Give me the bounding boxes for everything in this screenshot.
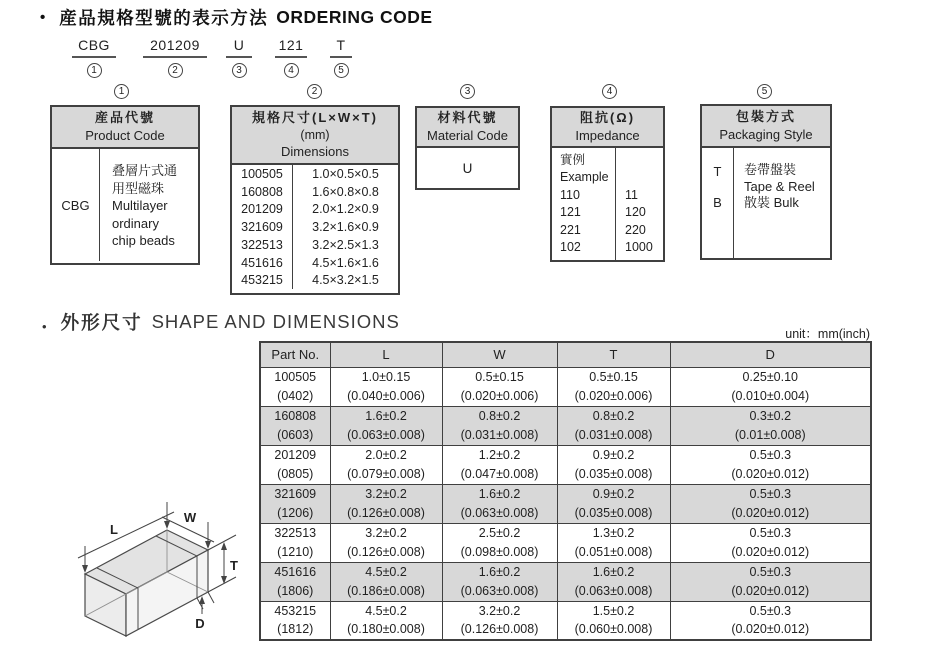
code-segment-material bbox=[226, 37, 252, 78]
cell-line: 453215 bbox=[274, 603, 317, 618]
cell-line: (0.020±0.012) bbox=[731, 544, 810, 559]
l-cell bbox=[330, 484, 442, 523]
cell-line: (0.031±0.008) bbox=[574, 427, 653, 442]
size-value: 4.5×1.6×1.6 bbox=[312, 255, 379, 270]
l-cell bbox=[330, 445, 442, 484]
dimension-codes-box bbox=[230, 105, 400, 295]
size-code: 453215 bbox=[241, 273, 283, 288]
example-label-zh: 實例 bbox=[560, 153, 586, 167]
circled-number: 5 bbox=[757, 84, 772, 99]
box-title-zh: 材料代號 bbox=[437, 110, 498, 125]
material-code-value: U bbox=[462, 160, 473, 176]
table-row bbox=[260, 367, 871, 406]
product-code-value: CBG bbox=[52, 149, 100, 261]
cell-line: (1812) bbox=[277, 622, 314, 637]
t-cell bbox=[557, 367, 670, 406]
cell-line: (0.020±0.012) bbox=[731, 466, 810, 481]
cell-line: 3.2±0.2 bbox=[365, 487, 407, 501]
size-value: 1.0×0.5×0.5 bbox=[312, 167, 379, 181]
cell-line: 0.5±0.3 bbox=[749, 487, 792, 501]
col-header-l: L bbox=[330, 342, 442, 367]
box-title-zh: 規格尺寸(L×W×T) bbox=[252, 110, 378, 125]
impedance-code: 121 bbox=[560, 205, 581, 220]
cell-line: (0.126±0.008) bbox=[347, 505, 425, 520]
code-segment-packaging bbox=[330, 37, 352, 78]
chip-bead-diagram bbox=[50, 482, 255, 660]
cell-line: (0.01±0.008) bbox=[734, 427, 806, 442]
cell-line: 0.5±0.15 bbox=[475, 370, 524, 384]
ordering-code-section-title bbox=[40, 5, 433, 30]
cell-line: 0.5±0.3 bbox=[749, 565, 792, 579]
cell-line: (0.020±0.012) bbox=[731, 505, 810, 520]
cell-line: 201209 bbox=[274, 448, 317, 462]
d-cell bbox=[670, 406, 871, 445]
cell-line: 0.8±0.2 bbox=[478, 409, 521, 423]
box-title-zh: 産品代號 bbox=[94, 110, 155, 125]
part-no-cell bbox=[260, 367, 330, 406]
desc-line: chip beads bbox=[112, 233, 175, 248]
label-D: D bbox=[195, 616, 205, 631]
cell-line: 322513 bbox=[274, 526, 317, 540]
code-segment-size bbox=[143, 37, 207, 78]
impedance-code-column bbox=[552, 148, 616, 260]
size-value-column bbox=[293, 165, 398, 289]
cell-line: 0.5±0.3 bbox=[749, 526, 792, 540]
circled-number: 5 bbox=[334, 63, 349, 78]
code-segment-impedance bbox=[275, 37, 307, 78]
desc-line: Multilayer bbox=[112, 198, 168, 213]
example-label-en: Example bbox=[560, 170, 609, 185]
l-cell bbox=[330, 601, 442, 640]
cell-line: (0.180±0.008) bbox=[347, 622, 425, 637]
w-cell bbox=[442, 484, 557, 523]
t-cell bbox=[557, 601, 670, 640]
cell-line: (0.020±0.006) bbox=[574, 388, 653, 403]
label-L: L bbox=[110, 522, 118, 537]
box-header bbox=[232, 107, 398, 165]
impedance-value: 11 bbox=[625, 188, 638, 202]
d-cell bbox=[670, 523, 871, 562]
cell-line: (0.063±0.008) bbox=[460, 505, 539, 520]
w-cell bbox=[442, 367, 557, 406]
t-cell bbox=[557, 406, 670, 445]
table-row bbox=[260, 445, 871, 484]
box-title-zh: 包裝方式 bbox=[735, 109, 796, 124]
cell-line: 2.5±0.2 bbox=[478, 526, 521, 540]
cell-line: 321609 bbox=[274, 487, 317, 501]
material-code-box bbox=[415, 106, 520, 190]
section-title-en: SHAPE AND DIMENSIONS bbox=[151, 311, 400, 332]
cell-line: (0.060±0.008) bbox=[574, 622, 653, 637]
packaging-style-box bbox=[700, 104, 832, 260]
cell-line: 1.6±0.2 bbox=[365, 409, 407, 423]
arrowhead bbox=[82, 565, 88, 573]
box-title-en: Impedance bbox=[575, 128, 640, 143]
cell-line: (0.040±0.006) bbox=[347, 388, 425, 403]
cell-line: 0.5±0.3 bbox=[749, 448, 792, 462]
cell-line: (0.020±0.012) bbox=[731, 583, 810, 598]
cell-line: (0603) bbox=[277, 427, 314, 442]
dimensions-table bbox=[259, 341, 872, 641]
label-W: W bbox=[183, 510, 197, 525]
section-title-zh: 産品規格型號的表示方法 bbox=[59, 8, 269, 28]
cell-line: (0.020±0.006) bbox=[460, 388, 539, 403]
col-header-d: D bbox=[670, 342, 871, 367]
t-cell bbox=[557, 562, 670, 601]
arrowhead bbox=[221, 542, 227, 550]
part-no-cell bbox=[260, 523, 330, 562]
impedance-value: 220 bbox=[625, 222, 646, 237]
unit-label: unit：mm(inch) bbox=[785, 327, 870, 341]
packaging-desc-column bbox=[734, 148, 830, 258]
col-header-t: T bbox=[557, 342, 670, 367]
size-value: 3.2×2.5×1.3 bbox=[312, 237, 379, 252]
desc-line: 用型磁珠 bbox=[112, 180, 165, 196]
arrowhead bbox=[199, 596, 205, 604]
cell-line: (0.126±0.008) bbox=[460, 622, 539, 637]
t-cell bbox=[557, 523, 670, 562]
part-no-cell bbox=[260, 601, 330, 640]
w-cell bbox=[442, 562, 557, 601]
circled-number: 2 bbox=[168, 63, 183, 78]
code-text: T bbox=[330, 37, 352, 58]
size-value: 2.0×1.2×0.9 bbox=[312, 202, 379, 217]
cell-line: 0.8±0.2 bbox=[592, 409, 635, 423]
code-segment-product bbox=[72, 37, 116, 78]
cell-line: 3.2±0.2 bbox=[478, 603, 521, 618]
cell-line: (0.031±0.008) bbox=[460, 427, 539, 442]
circled-number: 4 bbox=[284, 63, 299, 78]
cell-line: (0.079±0.008) bbox=[347, 466, 425, 481]
w-cell bbox=[442, 406, 557, 445]
impedance-code: 102 bbox=[560, 240, 581, 255]
cell-line: (0.051±0.008) bbox=[574, 544, 653, 559]
arrowhead bbox=[205, 541, 211, 549]
size-code: 451616 bbox=[241, 255, 283, 270]
cell-line: (0805) bbox=[277, 466, 314, 481]
cell-line: (0.126±0.008) bbox=[347, 544, 425, 559]
d-cell bbox=[670, 601, 871, 640]
cell-line: (0.063±0.008) bbox=[574, 583, 653, 598]
dimensions-table-container bbox=[259, 341, 872, 641]
w-cell bbox=[442, 601, 557, 640]
cell-line: 3.2±0.2 bbox=[365, 526, 407, 540]
code-text: 201209 bbox=[143, 37, 207, 58]
w-cell bbox=[442, 445, 557, 484]
l-cell bbox=[330, 523, 442, 562]
code-text: 121 bbox=[275, 37, 307, 58]
code-text: U bbox=[226, 37, 252, 58]
box-title-mm: (mm) bbox=[300, 128, 330, 142]
packaging-code: T bbox=[713, 164, 722, 179]
cell-line: 4.5±0.2 bbox=[365, 565, 407, 579]
product-code-description bbox=[100, 149, 198, 261]
cell-line: (1806) bbox=[277, 583, 314, 598]
cell-line: 1.0±0.15 bbox=[361, 370, 411, 384]
table-row bbox=[260, 523, 871, 562]
box-title-en: Dimensions bbox=[281, 144, 349, 159]
d-cell bbox=[670, 445, 871, 484]
cell-line: 0.5±0.3 bbox=[749, 603, 792, 618]
section-title-en: ORDERING CODE bbox=[276, 7, 433, 27]
impedance-value-column bbox=[616, 148, 663, 260]
part-no-cell bbox=[260, 445, 330, 484]
size-code: 201209 bbox=[241, 202, 283, 217]
table-row bbox=[260, 562, 871, 601]
cell-line: (0.010±0.004) bbox=[731, 388, 810, 403]
desc-line: ordinary bbox=[112, 215, 159, 231]
desc-line: 散裝 Bulk bbox=[744, 195, 799, 210]
cell-line: (1210) bbox=[277, 544, 314, 559]
cell-line: 1.6±0.2 bbox=[478, 487, 521, 501]
col-header-part: Part No. bbox=[260, 342, 330, 367]
cell-line: (0.047±0.008) bbox=[460, 466, 539, 481]
impedance-value: 120 bbox=[625, 205, 646, 220]
dim-extension-line bbox=[208, 592, 214, 603]
part-no-cell bbox=[260, 406, 330, 445]
circled-number: 1 bbox=[114, 84, 129, 99]
circled-number: 3 bbox=[232, 63, 247, 78]
t-cell bbox=[557, 484, 670, 523]
box-title-en: Product Code bbox=[85, 128, 165, 143]
desc-line: 叠層片式通 bbox=[112, 163, 178, 178]
circled-number: 3 bbox=[460, 84, 475, 99]
l-cell bbox=[330, 562, 442, 601]
cell-line: (0.035±0.008) bbox=[574, 466, 653, 481]
section-title-zh: 外形尺寸 bbox=[60, 312, 143, 333]
impedance-code: 110 bbox=[560, 187, 580, 202]
product-code-box bbox=[50, 105, 200, 265]
box-header bbox=[417, 108, 518, 148]
box-header bbox=[552, 108, 663, 148]
size-value: 1.6×0.8×0.8 bbox=[312, 184, 379, 199]
cell-line: 0.5±0.15 bbox=[589, 370, 638, 384]
part-no-cell bbox=[260, 562, 330, 601]
circled-number: 1 bbox=[87, 63, 102, 78]
label-T: T bbox=[230, 558, 238, 573]
cell-line: 100505 bbox=[274, 370, 317, 384]
cell-line: (0.098±0.008) bbox=[460, 544, 539, 559]
cell-line: 0.9±0.2 bbox=[592, 487, 635, 501]
arrowhead bbox=[164, 521, 170, 529]
size-code: 322513 bbox=[241, 237, 283, 252]
cell-line: (0.063±0.008) bbox=[347, 427, 425, 442]
table-row bbox=[260, 601, 871, 640]
cell-line: (0.063±0.008) bbox=[460, 583, 539, 598]
cell-line: (0.020±0.012) bbox=[731, 622, 810, 637]
size-value: 3.2×1.6×0.9 bbox=[312, 220, 379, 235]
bullet-icon: • bbox=[42, 318, 47, 334]
cell-line: 1.6±0.2 bbox=[592, 565, 635, 579]
impedance-code: 221 bbox=[560, 222, 581, 237]
col-header-w: W bbox=[442, 342, 557, 367]
circled-number: 4 bbox=[602, 84, 617, 99]
desc-line: Tape & Reel bbox=[744, 178, 815, 194]
cell-line: 0.25±0.10 bbox=[742, 370, 799, 384]
box-title-en: Packaging Style bbox=[719, 127, 813, 142]
table-row bbox=[260, 406, 871, 445]
cell-line: 1.6±0.2 bbox=[478, 565, 521, 579]
d-cell bbox=[670, 484, 871, 523]
box-header bbox=[702, 106, 830, 148]
size-code: 321609 bbox=[241, 220, 283, 235]
size-code: 160808 bbox=[241, 184, 283, 199]
desc-line: 卷帶盤裝 bbox=[744, 162, 797, 177]
l-cell bbox=[330, 406, 442, 445]
d-cell bbox=[670, 367, 871, 406]
cell-line: (1206) bbox=[277, 505, 314, 520]
cell-line: 0.9±0.2 bbox=[592, 448, 635, 462]
part-no-cell bbox=[260, 484, 330, 523]
impedance-value: 1000 bbox=[625, 240, 653, 255]
cell-line: 1.2±0.2 bbox=[478, 448, 521, 462]
box-title-en: Material Code bbox=[427, 128, 508, 143]
circled-number: 2 bbox=[307, 84, 322, 99]
cell-line: 2.0±0.2 bbox=[365, 448, 407, 462]
d-cell bbox=[670, 562, 871, 601]
cell-line: 451616 bbox=[274, 565, 317, 579]
impedance-box bbox=[550, 106, 665, 262]
cell-line: (0.035±0.008) bbox=[574, 505, 653, 520]
table-row bbox=[260, 484, 871, 523]
cell-line: 1.3±0.2 bbox=[592, 526, 635, 540]
box-header bbox=[52, 107, 198, 149]
cell-line: (0402) bbox=[277, 388, 314, 403]
size-code-column bbox=[232, 165, 293, 289]
cell-line: 4.5±0.2 bbox=[365, 603, 407, 618]
packaging-code: B bbox=[713, 195, 722, 210]
box-title-zh: 阻抗(Ω) bbox=[579, 110, 636, 125]
size-value: 4.5×3.2×1.5 bbox=[312, 273, 379, 288]
cell-line: 1.5±0.2 bbox=[592, 603, 635, 618]
size-code: 100505 bbox=[241, 167, 283, 181]
table-header-row bbox=[260, 342, 871, 367]
code-text: CBG bbox=[72, 37, 116, 58]
w-cell bbox=[442, 523, 557, 562]
l-cell bbox=[330, 367, 442, 406]
t-cell bbox=[557, 445, 670, 484]
cell-line: (0.186±0.008) bbox=[347, 583, 425, 598]
shape-dimensions-section-title bbox=[42, 309, 400, 335]
cell-line: 160808 bbox=[274, 409, 317, 423]
cell-line: 0.3±0.2 bbox=[749, 409, 792, 423]
packaging-code-column bbox=[702, 148, 734, 258]
bullet-icon: • bbox=[40, 9, 46, 26]
